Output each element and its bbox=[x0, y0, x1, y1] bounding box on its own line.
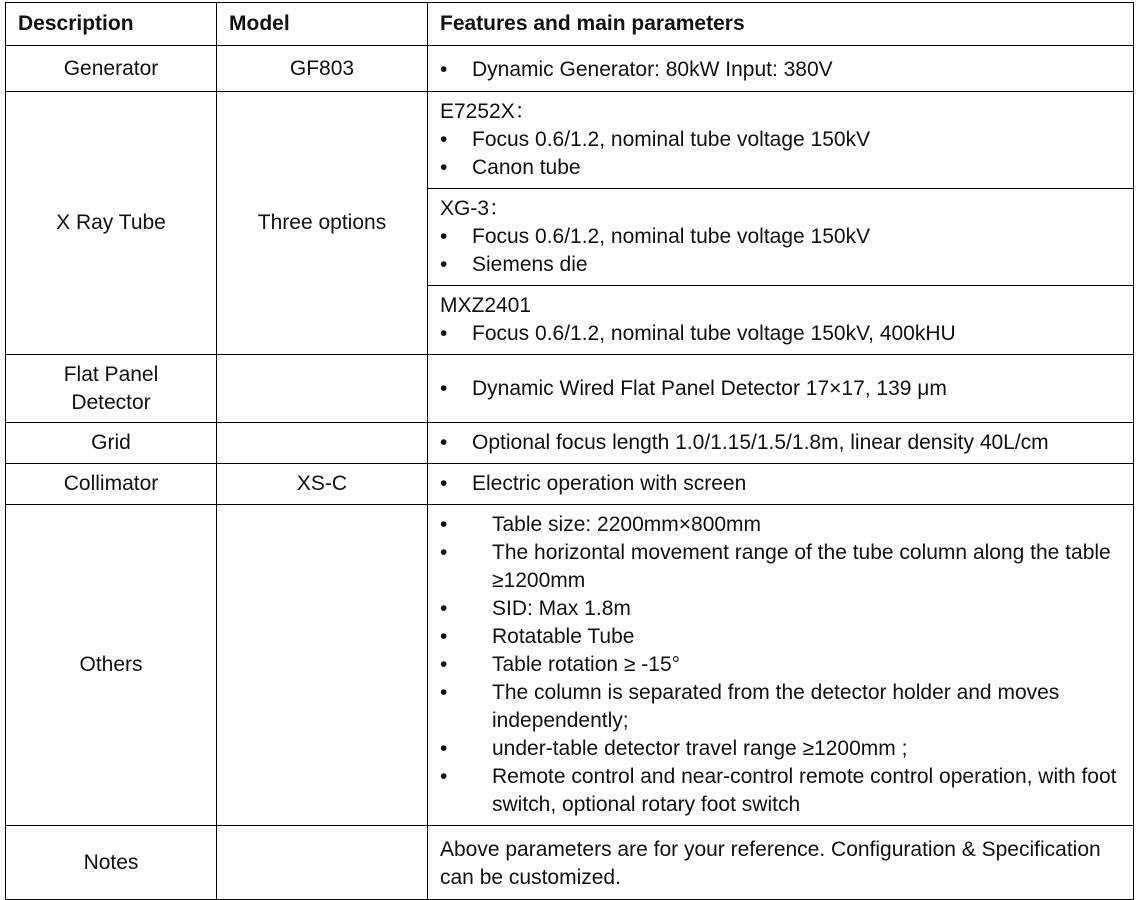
bullet-icon: • bbox=[440, 737, 448, 760]
cell-model bbox=[217, 355, 428, 423]
cell-description: Notes bbox=[6, 826, 217, 900]
row-notes bbox=[6, 826, 1134, 900]
bullet-icon: • bbox=[440, 681, 448, 704]
cell-features bbox=[428, 355, 1134, 423]
cell-features bbox=[428, 46, 1134, 92]
cell-description: X Ray Tube bbox=[6, 92, 217, 355]
feature-item: • Focus 0.6/1.2, nominal tube voltage 150kV bbox=[440, 126, 1123, 154]
cell-model: GF803 bbox=[217, 46, 428, 92]
feature-item: • Table size: 2200mm×800mm bbox=[440, 511, 1123, 539]
feature-item: • Canon tube bbox=[440, 154, 1123, 182]
cell-description: Grid bbox=[6, 423, 217, 464]
bullet-icon: • bbox=[440, 253, 448, 276]
row-generator bbox=[6, 46, 1134, 92]
cell-features bbox=[428, 505, 1134, 826]
notes-text: Above parameters are for your reference. Configuration & Specification can be customized. bbox=[440, 837, 1101, 889]
feature-item: • The column is separated from the detector holder and moves independently; bbox=[440, 679, 1123, 735]
feature-item: • Remote control and near-control remote control operation, with foot switch, optional rotary foot switch bbox=[440, 763, 1123, 819]
bullet-icon: • bbox=[440, 156, 448, 179]
option-name: E7252X： bbox=[440, 100, 536, 123]
bullet-icon: • bbox=[440, 653, 448, 676]
bullet-icon: • bbox=[440, 431, 448, 454]
cell-description: Others bbox=[6, 505, 217, 826]
row-grid bbox=[6, 423, 1134, 464]
option-name: MXZ2401 bbox=[440, 294, 532, 317]
bullet-icon: • bbox=[440, 541, 448, 564]
bullet-icon: • bbox=[440, 225, 448, 248]
feature-item: • Focus 0.6/1.2, nominal tube voltage 150kV, 400kHU bbox=[440, 320, 1123, 348]
cell-features bbox=[428, 464, 1134, 505]
row-others bbox=[6, 505, 1134, 826]
cell-model: Three options bbox=[217, 92, 428, 355]
row-detector bbox=[6, 355, 1134, 423]
cell-model bbox=[217, 423, 428, 464]
row-collimator bbox=[6, 464, 1134, 505]
cell-model: XS-C bbox=[217, 464, 428, 505]
cell-features bbox=[428, 189, 1134, 286]
header-description: Description bbox=[6, 3, 217, 46]
cell-model bbox=[217, 826, 428, 900]
bullet-icon: • bbox=[440, 58, 448, 81]
cell-features bbox=[428, 92, 1134, 189]
header-row bbox=[6, 3, 1134, 46]
spec-table bbox=[5, 2, 1134, 900]
row-xray-option-1 bbox=[6, 92, 1134, 189]
bullet-icon: • bbox=[440, 625, 448, 648]
bullet-icon: • bbox=[440, 765, 448, 788]
bullet-icon: • bbox=[440, 376, 448, 400]
feature-item: • Siemens die bbox=[440, 251, 1123, 279]
feature-item: • Table rotation ≥ -15° bbox=[440, 651, 1123, 679]
cell-features bbox=[428, 826, 1134, 900]
option-name: XG-3： bbox=[440, 197, 511, 220]
bullet-icon: • bbox=[440, 513, 448, 536]
cell-description: Flat Panel Detector bbox=[6, 355, 217, 423]
bullet-icon: • bbox=[440, 128, 448, 151]
cell-description: Collimator bbox=[6, 464, 217, 505]
header-features: Features and main parameters bbox=[428, 3, 1134, 46]
bullet-icon: • bbox=[440, 597, 448, 620]
header-model: Model bbox=[217, 3, 428, 46]
feature-item: • Dynamic Generator: 80kW Input: 380V bbox=[440, 56, 1123, 84]
feature-item: • Electric operation with screen bbox=[440, 470, 1123, 498]
cell-features bbox=[428, 423, 1134, 464]
bullet-icon: • bbox=[440, 322, 448, 345]
bullet-icon: • bbox=[440, 472, 448, 495]
feature-item: • Optional focus length 1.0/1.15/1.5/1.8m, linear density 40L/cm bbox=[440, 429, 1123, 457]
feature-item: • The horizontal movement range of the tube column along the table ≥1200mm bbox=[440, 539, 1123, 595]
feature-item: • Focus 0.6/1.2, nominal tube voltage 150kV bbox=[440, 223, 1123, 251]
feature-item: • Dynamic Wired Flat Panel Detector 17×17, 139 μm bbox=[440, 375, 1123, 403]
cell-description: Generator bbox=[6, 46, 217, 92]
cell-model bbox=[217, 505, 428, 826]
feature-item: • SID: Max 1.8m bbox=[440, 595, 1123, 623]
feature-item: • under-table detector travel range ≥1200mm ; bbox=[440, 735, 1123, 763]
cell-features bbox=[428, 286, 1134, 355]
feature-item: • Rotatable Tube bbox=[440, 623, 1123, 651]
